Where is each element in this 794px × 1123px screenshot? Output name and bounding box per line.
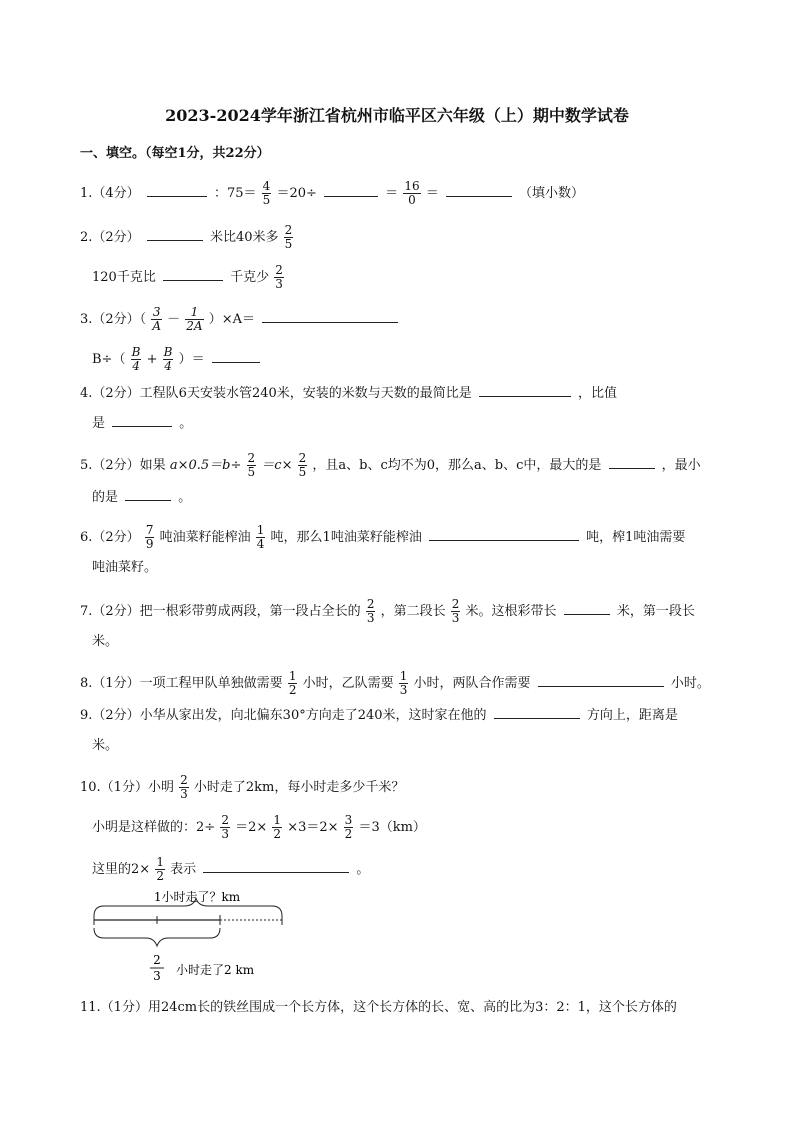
answer-blank[interactable] xyxy=(479,384,571,397)
q2-text: 120千克比 xyxy=(92,270,156,285)
fraction: $\frac{4}{5}$ xyxy=(262,179,271,207)
diagram-top-label: 1小时走了？km xyxy=(153,890,241,904)
fraction: $\frac{1}{2}$ xyxy=(273,813,282,841)
q8-text: 8.（1分）一项工程甲队单独做需要 xyxy=(80,676,283,691)
diagram-frac-den: 3 xyxy=(153,969,161,983)
q1-text: ＝ xyxy=(385,186,399,201)
bottom-brace xyxy=(94,928,220,946)
fraction: $\frac{7}{9}$ xyxy=(145,523,154,551)
q6-text: 吨油菜籽能榨油 xyxy=(159,530,251,545)
q3-text: B÷（ xyxy=(92,352,126,367)
q8-text: 小时，乙队需要 xyxy=(302,676,394,691)
q4-text: 。 xyxy=(179,416,193,431)
q4-text: 4.（2分）工程队6天安装水管240米，安装的米数与天数的最简比是 xyxy=(80,386,472,401)
answer-blank[interactable] xyxy=(147,228,203,241)
q1-text: ＝20÷ xyxy=(276,186,317,201)
answer-blank[interactable] xyxy=(324,184,378,197)
answer-blank[interactable] xyxy=(429,528,579,541)
line-segment-diagram xyxy=(86,884,296,984)
q7-text: 7.（2分）把一根彩带剪成两段，第一段占全长的 xyxy=(80,604,361,619)
q1-text: ＝ xyxy=(425,186,439,201)
q9-text: 米。 xyxy=(92,738,119,753)
fraction: $\frac{1}{2}$ xyxy=(288,669,297,697)
fraction: $\frac{2}{5}$ xyxy=(298,451,307,479)
q3-number: 3.（2分）（ xyxy=(80,312,147,327)
fraction: $\frac{2}{5}$ xyxy=(284,223,293,251)
page-title: 2023-2024学年浙江省杭州市临平区六年级（上）期中数学试卷 xyxy=(165,106,629,125)
q8-text: 小时，两队合作需要 xyxy=(413,676,531,691)
fraction: $\frac{3}{A}$ xyxy=(152,305,161,333)
question-10-ask xyxy=(92,856,369,883)
section-heading: 一、填空。（每空1分，共22分） xyxy=(80,146,270,161)
q5-text: 的是 xyxy=(92,490,119,505)
q6-text: 吨，那么1吨油菜籽能榨油 xyxy=(270,530,422,545)
q2-text: 米比40米多 xyxy=(209,230,279,245)
q1-number: 1.（4分） xyxy=(80,186,140,201)
fraction: $\frac{2}{3}$ xyxy=(451,597,460,625)
q10-text: 。 xyxy=(356,862,370,877)
fraction: $\frac{B}{4}$ xyxy=(163,345,173,373)
diagram-frac-num: 2 xyxy=(153,953,161,967)
answer-blank[interactable] xyxy=(125,488,171,501)
question-5 xyxy=(80,452,701,479)
fraction: $\frac{B}{4}$ xyxy=(131,345,141,373)
fraction: $\frac{1}{4}$ xyxy=(256,523,265,551)
q7-text: 米，第一段长 xyxy=(616,604,695,619)
q10-equation: ＝2× xyxy=(235,820,268,835)
q5-text: 。 xyxy=(178,490,192,505)
fraction: $\frac{16}{0}$ xyxy=(404,179,420,207)
q9-text: 方向上，距离是 xyxy=(586,708,678,723)
fraction: $\frac{2}{3}$ xyxy=(180,773,188,801)
q2-text: 千克少 xyxy=(230,270,270,285)
question-7-line2 xyxy=(92,634,118,650)
question-6-line2 xyxy=(92,560,157,576)
question-4-line2 xyxy=(92,414,192,432)
answer-blank[interactable] xyxy=(262,310,398,323)
q1-text: （填小数） xyxy=(519,186,585,201)
q6-number: 6.（2分） xyxy=(80,530,140,545)
q3-text: ）＝ xyxy=(178,352,205,367)
answer-blank[interactable] xyxy=(494,706,580,719)
q10-text: 这里的2× xyxy=(92,862,151,877)
q4-text: 是 xyxy=(92,416,106,431)
fraction: $\frac{3}{2}$ xyxy=(344,813,353,841)
q5-text: ，且a、b、c均不为0，那么a、b、c中，最大的是 xyxy=(312,458,602,473)
question-3 xyxy=(80,306,401,333)
answer-blank[interactable] xyxy=(564,602,610,615)
q1-text: ：75＝ xyxy=(213,186,257,201)
q10-equation: ＝3（km） xyxy=(358,820,426,835)
q11-text: 11.（1分）用24cm长的铁丝围成一个长方体，这个长方体的长、宽、高的比为3：2：1，这个长方体的 xyxy=(80,1000,677,1015)
answer-blank[interactable] xyxy=(609,456,655,469)
question-10 xyxy=(80,774,404,801)
q6-text: 吨油菜籽。 xyxy=(92,560,158,575)
q2-number: 2.（2分） xyxy=(80,230,140,245)
answer-blank[interactable] xyxy=(112,414,172,427)
fraction: $\frac{2}{3}$ xyxy=(366,597,375,625)
fraction: $\frac{2}{5}$ xyxy=(247,451,256,479)
fraction: $\frac{1}{2}$ xyxy=(156,855,164,883)
q7-text: 米。这根彩带长 xyxy=(465,604,557,619)
fraction: $\frac{2}{3}$ xyxy=(275,263,283,291)
question-3-line2 xyxy=(92,346,263,373)
q3-text: ）×A＝ xyxy=(208,312,256,327)
question-8 xyxy=(80,670,710,697)
answer-blank[interactable] xyxy=(538,674,664,687)
q8-text: 小时。 xyxy=(670,676,710,691)
question-7 xyxy=(80,598,695,625)
answer-blank[interactable] xyxy=(147,184,207,197)
answer-blank[interactable] xyxy=(203,860,349,873)
q9-text: 9.（2分）小华从家出发，向北偏东30°方向走了240米，这时家在他的 xyxy=(80,708,487,723)
question-4 xyxy=(80,384,617,402)
question-10-solution xyxy=(92,814,426,841)
question-6 xyxy=(80,524,685,551)
q10-equation: ×3＝2× xyxy=(287,820,339,835)
q10-text: 10.（1分）小明 xyxy=(80,780,174,795)
answer-blank[interactable] xyxy=(446,184,512,197)
question-2 xyxy=(80,224,294,251)
q5-text: ，最小 xyxy=(661,458,701,473)
q4-text: ，比值 xyxy=(578,386,618,401)
fraction: $\frac{1}{3}$ xyxy=(399,669,408,697)
q5-number: 5.（2分）如果 xyxy=(80,458,166,473)
question-9-line2 xyxy=(92,738,118,754)
q7-text: ，第二段长 xyxy=(380,604,446,619)
question-2-line2 xyxy=(92,264,285,291)
fraction: $\frac{2}{3}$ xyxy=(221,813,229,841)
minus-sign: － xyxy=(167,312,181,327)
fraction: $\frac{1}{2A}$ xyxy=(186,305,203,333)
q10-text: 小明是这样做的：2÷ xyxy=(92,820,216,835)
question-1 xyxy=(80,180,584,207)
q6-text: 吨，榨1吨油需要 xyxy=(586,530,686,545)
q7-text: 米。 xyxy=(92,634,119,649)
q10-text: 小时走了2km，每小时走多少千米？ xyxy=(193,780,405,795)
q5-equation: ＝c× xyxy=(261,458,293,473)
q10-text: 表示 xyxy=(170,862,197,877)
question-11 xyxy=(80,1000,677,1016)
diagram-bottom-label: 小时走了2 km xyxy=(176,963,255,977)
q5-equation: a×0.5＝b÷ xyxy=(169,458,242,473)
answer-blank[interactable] xyxy=(163,268,223,281)
answer-blank[interactable] xyxy=(212,350,260,363)
plus-sign: + xyxy=(146,352,158,367)
question-5-line2 xyxy=(92,488,191,506)
question-9 xyxy=(80,706,678,724)
